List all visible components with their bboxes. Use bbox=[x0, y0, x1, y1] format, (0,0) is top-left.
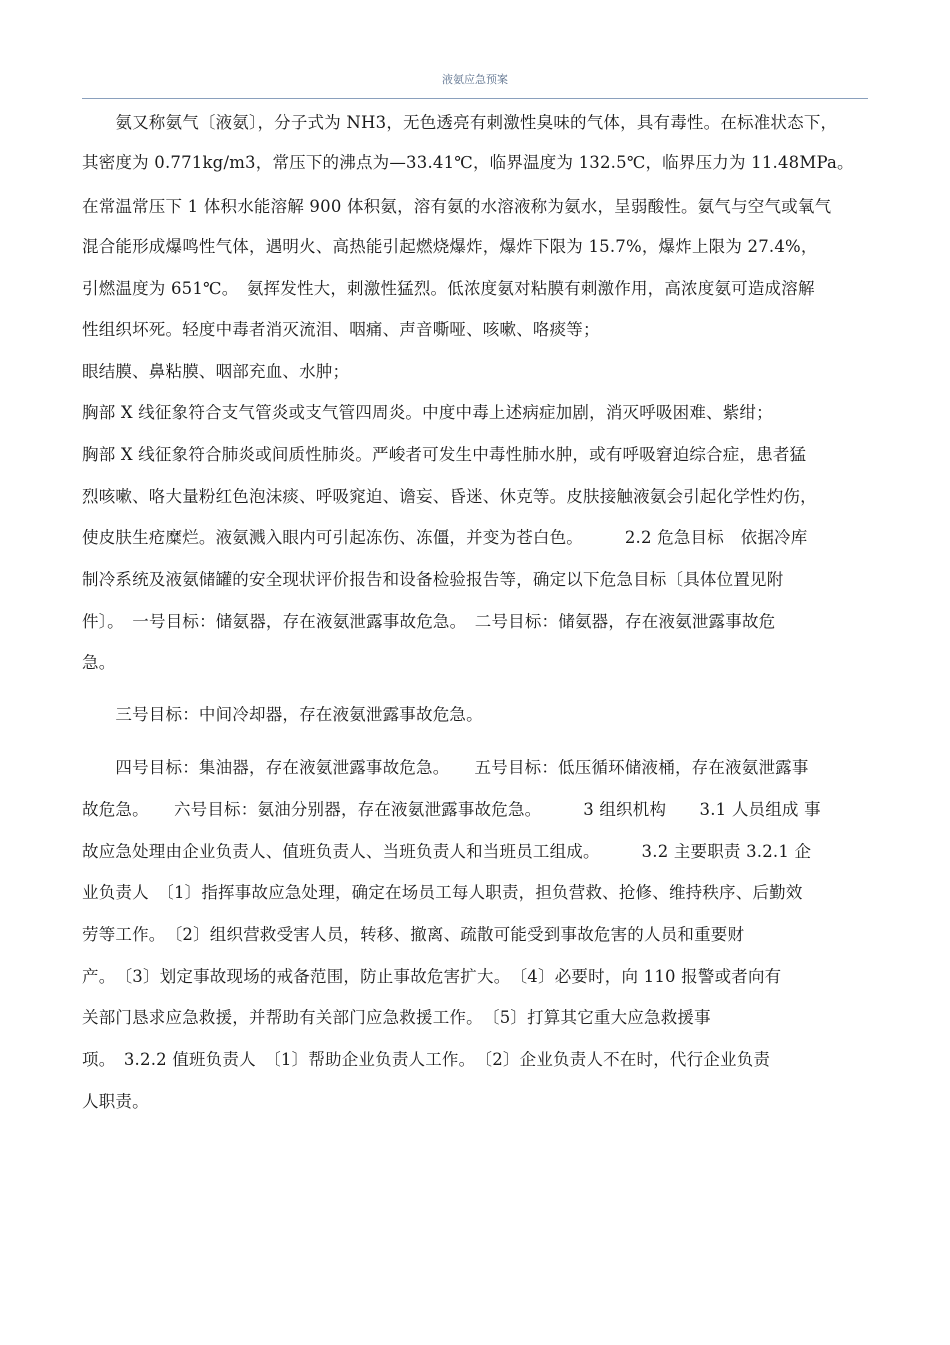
text-line: 项。 3.2.2 值班负责人 〔1〕帮助企业负责人工作。 〔2〕企业负责人不在时，代行企业负责 bbox=[82, 1050, 771, 1069]
text-line: 故危急。 六号目标：氨油分别器，存在液氨泄露事故危急。 3 组织机构 3.1 人员组成 事 bbox=[82, 800, 821, 819]
text-line: 烈咳嗽、咯大量粉红色泡沫痰、呼吸窕迫、谵妄、昏迷、休克等。皮肤接触液氨会引起化学性灼伤， bbox=[82, 487, 817, 506]
page-header-title: 液氨应急预案 bbox=[442, 73, 508, 86]
text-line: 人职责。 bbox=[82, 1092, 149, 1111]
header-divider bbox=[82, 98, 868, 99]
text-line: 在常温常压下 1 体积水能溶解 900 体积氨，溶有氨的水溶液称为氨水，呈弱酸性。氨气与空气或氧气 bbox=[82, 197, 832, 216]
text-line: 引燃温度为 651℃。 氨挥发性大，刺激性猛烈。低浓度氨对粘膜有刺激作用，高浓度氨可造成溶解 bbox=[82, 279, 815, 298]
text-line: 四号目标：集油器，存在液氨泄露事故危急。 五号目标：低压循环储液桶，存在液氨泄露事 bbox=[82, 758, 809, 777]
text-line: 氨又称氨气〔液氨〕，分子式为 NH3，无色透亮有刺激性臭味的气体，具有毒性。在标准状态下， bbox=[82, 113, 838, 132]
text-line: 性组织坏死。轻度中毒者消灭流泪、咽痛、声音嘶哑、咳嗽、咯痰等； bbox=[82, 320, 600, 339]
text-line: 使皮肤生疮糜烂。液氨溅入眼内可引起冻伤、冻僵，并变为苍白色。 2.2 危急目标 依据冷库 bbox=[82, 528, 808, 547]
text-line: 产。 〔3〕划定事故现场的戒备范围，防止事故危害扩大。 〔4〕必要时，向 110 报警或者向有 bbox=[82, 967, 782, 986]
text-line: 三号目标：中间冷却器，存在液氨泄露事故危急。 bbox=[82, 705, 483, 724]
text-line: 急。 bbox=[82, 653, 116, 672]
text-line: 关部门恳求应急救援，并帮助有关部门应急救援工作。 〔5〕打算其它重大应急救援事 bbox=[82, 1008, 711, 1027]
text-line: 制冷系统及液氨储罐的安全现状评价报告和设备检验报告等，确定以下危急目标〔具体位置见附 bbox=[82, 570, 784, 589]
text-line: 眼结膜、鼻粘膜、咽部充血、水肿； bbox=[82, 362, 350, 381]
text-line: 劳等工作。 〔2〕组织营救受害人员，转移、撤离、疏散可能受到事故危害的人员和重要财 bbox=[82, 925, 745, 944]
text-line: 混合能形成爆鸣性气体，遇明火、高热能引起燃烧爆炸，爆炸下限为 15.7%，爆炸上限为 27.4%， bbox=[82, 237, 818, 256]
text-line: 件〕。 一号目标：储氨器，存在液氨泄露事故危急。 二号目标：储氨器，存在液氨泄露事故危 bbox=[82, 612, 776, 631]
text-line: 胸部 X 线征象符合支气管炎或支气管四周炎。中度中毒上述病症加剧，消灭呼吸困难、紫绀； bbox=[82, 403, 773, 422]
text-line: 其密度为 0.771kg/m3，常压下的沸点为—33.41℃，临界温度为 132.5℃，临界压力为 11.48MPa。 bbox=[82, 153, 854, 172]
text-line: 故应急处理由企业负责人、值班负责人、当班负责人和当班员工组成。 3.2 主要职责 3.2.1 企 bbox=[82, 842, 812, 861]
text-line: 胸部 X 线征象符合肺炎或间质性肺炎。严峻者可发生中毒性肺水肿，或有呼吸窘迫综合症，患者猛 bbox=[82, 445, 807, 464]
text-line: 业负责人 〔1〕指挥事故应急处理，确定在场员工每人职责，担负营救、抢修、维持秩序、后勤效 bbox=[82, 883, 803, 902]
